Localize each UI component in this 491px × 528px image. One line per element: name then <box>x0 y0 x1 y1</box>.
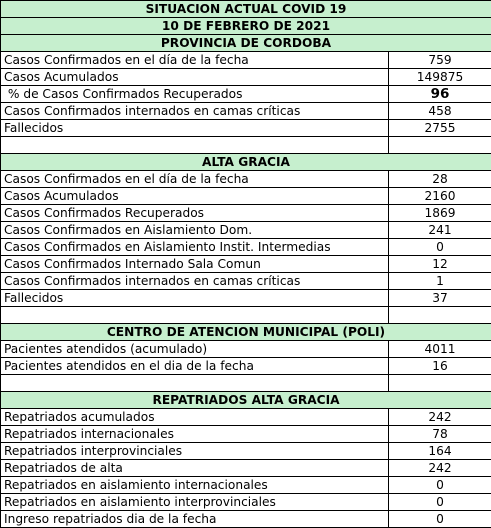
row-label: Repatriados en aislamiento interprovinciales <box>1 494 389 511</box>
section-title: PROVINCIA DE CORDOBA <box>1 35 491 52</box>
table-row <box>1 69 491 86</box>
empty-cell <box>1 375 389 392</box>
row-value: 96 <box>389 86 491 103</box>
row-value: 149875 <box>389 69 491 86</box>
table-row <box>1 171 491 188</box>
section-title: ALTA GRACIA <box>1 154 491 171</box>
row-value: 164 <box>389 443 491 460</box>
row-label: Casos Confirmados en el día de la fecha <box>1 52 389 69</box>
row-label: Repatriados internacionales <box>1 426 389 443</box>
row-value: 242 <box>389 409 491 426</box>
empty-cell <box>389 307 491 324</box>
empty-cell <box>1 307 389 324</box>
row-value: 37 <box>389 290 491 307</box>
spacer-row <box>1 137 491 154</box>
table-row <box>1 103 491 120</box>
row-label: Casos Confirmados internados en camas críticas <box>1 273 389 290</box>
table-row <box>1 239 491 256</box>
report-date: 10 DE FEBRERO DE 2021 <box>1 18 491 35</box>
row-value: 0 <box>389 239 491 256</box>
table-row <box>1 52 491 69</box>
section-header-row <box>1 392 491 409</box>
row-value: 4011 <box>389 341 491 358</box>
table-row <box>1 290 491 307</box>
row-value: 759 <box>389 52 491 69</box>
row-value: 2755 <box>389 120 491 137</box>
row-value: 241 <box>389 222 491 239</box>
row-label: Pacientes atendidos en el dia de la fecha <box>1 358 389 375</box>
table-row <box>1 120 491 137</box>
section-header-row <box>1 154 491 171</box>
row-value: 0 <box>389 511 491 528</box>
row-label: Repatriados acumulados <box>1 409 389 426</box>
table-row <box>1 256 491 273</box>
row-label: Casos Acumulados <box>1 69 389 86</box>
row-label: Casos Confirmados en Aislamiento Dom. <box>1 222 389 239</box>
section-title: CENTRO DE ATENCION MUNICIPAL (POLI) <box>1 324 491 341</box>
row-label: Repatriados de alta <box>1 460 389 477</box>
row-value: 28 <box>389 171 491 188</box>
row-label: Casos Confirmados internados en camas críticas <box>1 103 389 120</box>
section-title: REPATRIADOS ALTA GRACIA <box>1 392 491 409</box>
row-label: Casos Confirmados en Aislamiento Instit. Intermedias <box>1 239 389 256</box>
row-value: 2160 <box>389 188 491 205</box>
empty-cell <box>389 375 491 392</box>
row-value: 1869 <box>389 205 491 222</box>
row-label: Pacientes atendidos (acumulado) <box>1 341 389 358</box>
row-value: 1 <box>389 273 491 290</box>
table-row <box>1 341 491 358</box>
row-label: Fallecidos <box>1 290 389 307</box>
row-label: Casos Confirmados Recuperados <box>1 205 389 222</box>
row-label: Fallecidos <box>1 120 389 137</box>
table-row <box>1 358 491 375</box>
section-header-row <box>1 324 491 341</box>
spacer-row <box>1 375 491 392</box>
section-header-row <box>1 35 491 52</box>
table-row <box>1 409 491 426</box>
row-value: 16 <box>389 358 491 375</box>
date-row <box>1 18 491 35</box>
row-label: Ingreso repatriados dia de la fecha <box>1 511 389 528</box>
table-row <box>1 86 491 103</box>
row-label: Casos Confirmados en el día de la fecha <box>1 171 389 188</box>
table-row <box>1 477 491 494</box>
report-title: SITUACION ACTUAL COVID 19 <box>1 1 491 18</box>
table-row <box>1 426 491 443</box>
empty-cell <box>389 137 491 154</box>
row-value: 12 <box>389 256 491 273</box>
table-row <box>1 273 491 290</box>
table-row <box>1 511 491 528</box>
table-row <box>1 188 491 205</box>
table-row <box>1 494 491 511</box>
table-row <box>1 443 491 460</box>
table-row <box>1 460 491 477</box>
spacer-row <box>1 307 491 324</box>
table-row <box>1 222 491 239</box>
title-row <box>1 1 491 18</box>
row-value: 0 <box>389 494 491 511</box>
row-label: % de Casos Confirmados Recuperados <box>1 86 389 103</box>
row-value: 458 <box>389 103 491 120</box>
row-label: Repatriados en aislamiento internacionales <box>1 477 389 494</box>
row-value: 0 <box>389 477 491 494</box>
row-label: Casos Acumulados <box>1 188 389 205</box>
row-label: Repatriados interprovinciales <box>1 443 389 460</box>
row-label: Casos Confirmados Internado Sala Comun <box>1 256 389 273</box>
row-value: 78 <box>389 426 491 443</box>
row-value: 242 <box>389 460 491 477</box>
table-row <box>1 205 491 222</box>
empty-cell <box>1 137 389 154</box>
